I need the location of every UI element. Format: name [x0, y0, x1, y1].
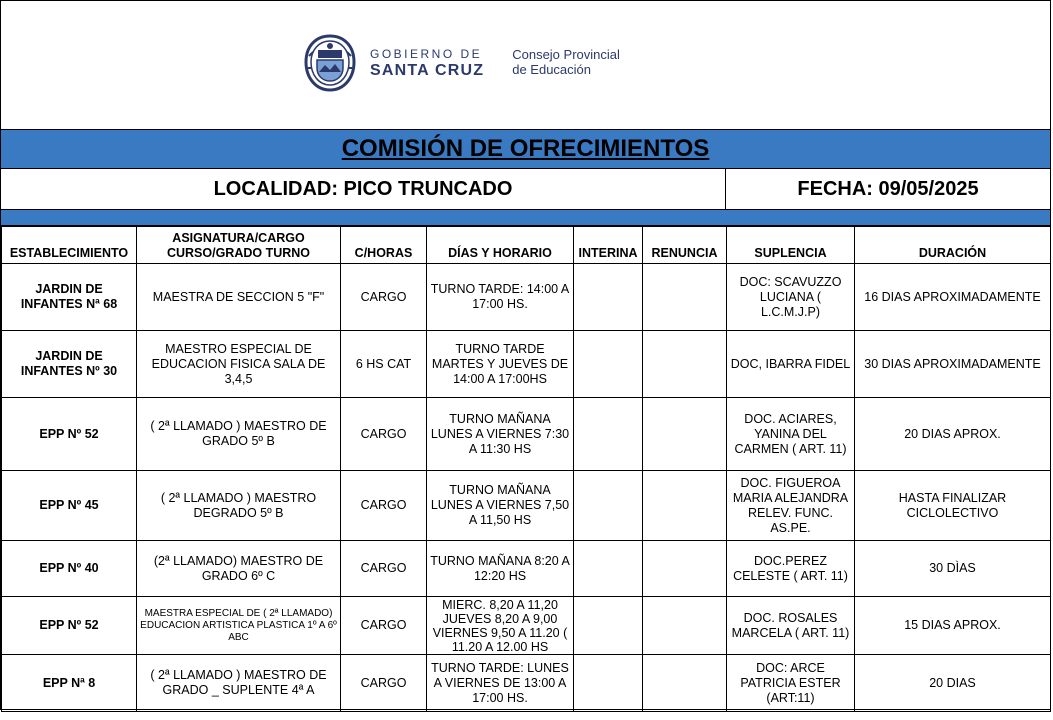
cell-horario: TURNO MAÑANA 8:20 A 12:20 HS — [427, 541, 574, 597]
cell-suplencia: DOC. ACIARES, YANINA DEL CARMEN ( ART. 11) — [727, 398, 855, 471]
cell-asignatura: MAESTRA DE SECCION 5 "F" — [137, 264, 341, 331]
cell-horario: TURNO TARDE: LUNES A VIERNES DE 13:00 A 17:00 HS. — [427, 655, 574, 712]
cell-interina — [574, 264, 643, 331]
cell-horario: TURNO MAÑANA LUNES A VIERNES 7:30 A 11:30 HS — [427, 398, 574, 471]
gov-bottom-text: SANTA CRUZ — [370, 61, 485, 79]
cell-horas: CARGO — [341, 597, 427, 655]
cell-horas: CARGO — [341, 471, 427, 541]
cell-establecimiento: JARDIN DE INFANTES Nº 30 — [2, 331, 137, 398]
col-horas: C/HORAS — [341, 227, 427, 264]
blue-divider — [1, 210, 1050, 226]
cell-suplencia: DOC, IBARRA FIDEL — [727, 331, 855, 398]
cell-horario: TURNO MAÑANA LUNES A VIERNES 7,50 A 11,50 HS — [427, 471, 574, 541]
cell-horario: TURNO TARDE: 14:00 A 17:00 HS. — [427, 264, 574, 331]
location-date-row — [1, 169, 1050, 210]
cell-renuncia — [643, 471, 727, 541]
cell-horas: 6 HS CAT — [341, 331, 427, 398]
col-interina: INTERINA — [574, 227, 643, 264]
cell-suplencia: DOC: ARCE PATRICIA ESTER (ART:11) — [727, 655, 855, 712]
document-header — [1, 1, 1050, 129]
cell-duracion: 30 DIAS APROXIMADAMENTE — [855, 331, 1051, 398]
cell-renuncia — [643, 331, 727, 398]
cell-suplencia: DOC: SCAVUZZO LUCIANA ( L.C.M.J.P) — [727, 264, 855, 331]
cell-renuncia — [643, 264, 727, 331]
cell-interina — [574, 597, 643, 655]
cell-establecimiento: EPP Nº 40 — [2, 541, 137, 597]
col-renuncia: RENUNCIA — [643, 227, 727, 264]
cell-duracion: 20 DIAS — [855, 655, 1051, 712]
cell-interina — [574, 398, 643, 471]
cell-duracion: 15 DIAS APROX. — [855, 597, 1051, 655]
cell-asignatura: MAESTRA ESPECIAL DE ( 2ª LLAMADO) EDUCACION ARTISTICA PLASTICA 1º A 6º ABC — [137, 597, 341, 655]
cell-horas: CARGO — [341, 398, 427, 471]
table-header-row — [2, 227, 1051, 264]
col-duracion: DURACIÓN — [855, 227, 1051, 264]
cell-establecimiento: JARDIN DE INFANTES Nª 68 — [2, 264, 137, 331]
cell-suplencia: DOC. ROSALES MARCELA ( ART. 11) — [727, 597, 855, 655]
title-bar — [1, 129, 1050, 169]
cell-interina — [574, 471, 643, 541]
cell-establecimiento: EPP Nª 8 — [2, 655, 137, 712]
government-logo — [304, 34, 620, 92]
cell-asignatura: ( 2ª LLAMADO ) MAESTRO DE GRADO _ SUPLENTE 4ª A — [137, 655, 341, 712]
document-title: COMISIÓN DE OFRECIMIENTOS — [341, 135, 710, 162]
cell-horario: TURNO TARDE MARTES Y JUEVES DE 14:00 A 17:00HS — [427, 331, 574, 398]
cell-suplencia: DOC.PEREZ CELESTE ( ART. 11) — [727, 541, 855, 597]
cell-interina — [574, 331, 643, 398]
cell-renuncia — [643, 655, 727, 712]
cell-horas: CARGO — [341, 655, 427, 712]
table-row — [2, 655, 1051, 712]
cell-renuncia — [643, 541, 727, 597]
col-horario: DÍAS Y HORARIO — [427, 227, 574, 264]
cell-interina — [574, 655, 643, 712]
table-row — [2, 597, 1051, 655]
cell-renuncia — [643, 597, 727, 655]
council-line1: Consejo Provincial — [512, 47, 620, 63]
cell-horario: MIERC. 8,20 A 11,20 JUEVES 8,20 A 9,00 VIERNES 9,50 A 11.20 ( 11.20 A 12.00 HS — [427, 597, 574, 655]
table-row — [2, 398, 1051, 471]
localidad-label: LOCALIDAD: PICO TRUNCADO — [1, 169, 726, 209]
table-row — [2, 331, 1051, 398]
table-row — [2, 471, 1051, 541]
cell-duracion: 30 DÌAS — [855, 541, 1051, 597]
cell-establecimiento: EPP Nº 52 — [2, 597, 137, 655]
cell-suplencia: DOC. FIGUEROA MARIA ALEJANDRA RELEV. FUNC. AS.PE. — [727, 471, 855, 541]
cell-horas: CARGO — [341, 264, 427, 331]
cell-interina — [574, 541, 643, 597]
table-row — [2, 541, 1051, 597]
cell-duracion: 16 DIAS APROXIMADAMENTE — [855, 264, 1051, 331]
cell-renuncia — [643, 398, 727, 471]
cell-establecimiento: EPP Nº 45 — [2, 471, 137, 541]
table-row — [2, 264, 1051, 331]
offers-table — [1, 226, 1051, 712]
col-suplencia: SUPLENCIA — [727, 227, 855, 264]
council-line2: de Educación — [512, 62, 591, 77]
cell-horas: CARGO — [341, 541, 427, 597]
cell-asignatura: ( 2ª LLAMADO ) MAESTRO DE GRADO 5º B — [137, 398, 341, 471]
cell-duracion: 20 DIAS APROX. — [855, 398, 1051, 471]
cell-asignatura: (2ª LLAMADO) MAESTRO DE GRADO 6º C — [137, 541, 341, 597]
cell-establecimiento: EPP Nº 52 — [2, 398, 137, 471]
cell-asignatura: ( 2ª LLAMADO ) MAESTRO DEGRADO 5º B — [137, 471, 341, 541]
cell-asignatura: MAESTRO ESPECIAL DE EDUCACION FISICA SALA DE 3,4,5 — [137, 331, 341, 398]
col-establecimiento: ESTABLECIMIENTO — [2, 227, 137, 264]
cell-duracion: HASTA FINALIZAR CICLOLECTIVO — [855, 471, 1051, 541]
col-asignatura: ASIGNATURA/CARGO CURSO/GRADO TURNO — [137, 227, 341, 264]
fecha-label: FECHA: 09/05/2025 — [797, 177, 979, 200]
gov-top-text: GOBIERNO DE — [370, 46, 483, 61]
santa-cruz-seal-icon — [304, 34, 356, 92]
